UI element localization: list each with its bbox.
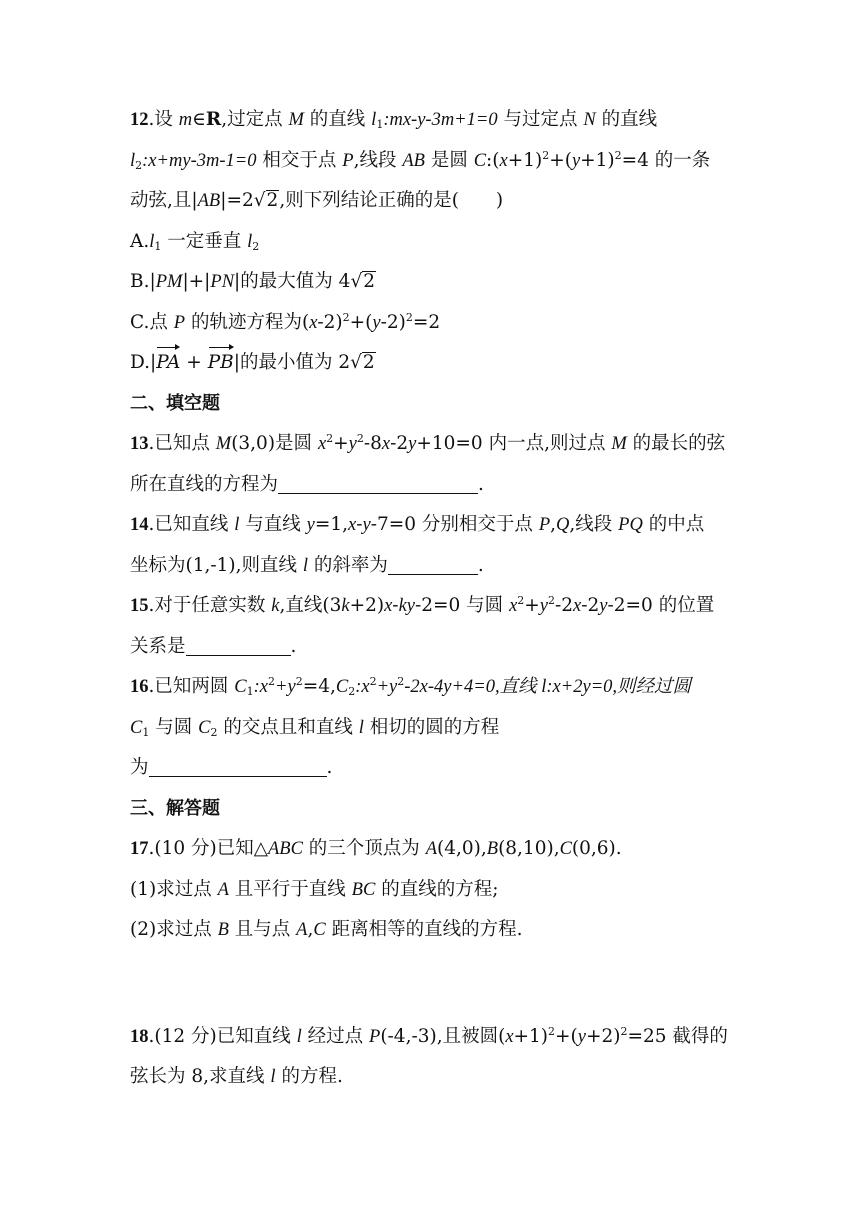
- text: 与圆: [149, 716, 199, 738]
- text: 距离相等的直线的方程.: [325, 919, 523, 940]
- worksheet-page: [130, 100, 740, 1098]
- var: l: [270, 1067, 276, 1087]
- text: (-4,-3),且被圆(: [380, 1025, 506, 1047]
- q18-line-2: [130, 1057, 740, 1098]
- q16-line-3: [130, 748, 740, 789]
- text: 与直线: [239, 514, 307, 535]
- superscript: 2: [295, 675, 303, 688]
- q12-option-c: [130, 303, 740, 344]
- var: l: [149, 231, 155, 252]
- var: PQ: [618, 515, 643, 535]
- var: M: [288, 110, 304, 130]
- answer-space: [130, 951, 740, 1017]
- q12-option-d: [130, 343, 740, 384]
- text: |的最大值为 4: [234, 271, 351, 292]
- var: l: [302, 555, 309, 576]
- text: =4,: [302, 676, 336, 697]
- q16-line-1: [130, 667, 740, 708]
- var: y: [348, 434, 357, 454]
- text: 坐标为(1,-1),则直线: [130, 554, 303, 576]
- var: y: [306, 515, 315, 535]
- subscript: 1: [376, 118, 384, 131]
- var: x: [309, 312, 318, 333]
- text: 的直线的方程;: [375, 878, 499, 900]
- var: m: [178, 110, 193, 130]
- var: y: [372, 312, 381, 333]
- text: -2): [380, 311, 406, 333]
- radicand: 2: [363, 271, 376, 292]
- var: Q: [556, 515, 570, 535]
- text: +: [180, 352, 208, 373]
- text: .已知点: [148, 433, 216, 454]
- var: ABC: [267, 839, 303, 859]
- text: (4,0),: [437, 838, 487, 859]
- text: -2): [317, 311, 343, 333]
- subscript: 2: [210, 725, 218, 739]
- q14-line-2: [130, 546, 740, 587]
- var: C: [559, 839, 572, 859]
- text: .(10 分)已知△: [148, 838, 268, 859]
- text: (2)求过点: [130, 919, 218, 940]
- text: +1): [507, 149, 543, 171]
- subscript: 1: [154, 239, 162, 253]
- text: .: [478, 473, 484, 495]
- text: (1)求过点: [130, 878, 218, 900]
- var: x: [384, 596, 393, 616]
- superscript: 2: [405, 310, 413, 324]
- q15-line-1: [130, 586, 740, 627]
- text: +: [524, 595, 540, 616]
- q15-answer-blank[interactable]: [186, 633, 291, 656]
- sqrt-symbol: √2: [253, 190, 279, 211]
- var: l: [541, 677, 547, 697]
- var: C: [313, 920, 326, 940]
- text: 的斜率为: [308, 554, 388, 576]
- superscript: 2: [342, 310, 350, 324]
- q14-number: 14: [130, 515, 149, 535]
- equation: :x+my-3m-1=0: [142, 150, 257, 171]
- option-label: B.|: [130, 271, 156, 292]
- q18-line-1: [130, 1017, 740, 1058]
- q12-line-1: [130, 100, 740, 141]
- vector-pb: PB: [208, 343, 234, 384]
- text: ,: [307, 919, 314, 940]
- q16-line-2: [130, 708, 740, 749]
- text: (3,0)是圆: [231, 433, 318, 454]
- var: :x: [253, 677, 268, 697]
- text: ,线段: [569, 514, 619, 535]
- text: 关系是: [130, 635, 186, 657]
- text: 的轨迹方程为(: [185, 311, 310, 333]
- text: -8: [363, 433, 382, 454]
- var: AB: [402, 150, 425, 171]
- equation: -2x-4y+4=0,直线: [404, 677, 542, 697]
- text: =25 截得的: [627, 1025, 728, 1047]
- text: |+|: [182, 271, 211, 292]
- text: 的方程.: [275, 1066, 343, 1087]
- text: +2): [349, 595, 385, 616]
- text: 一定垂直: [161, 230, 248, 252]
- var: y: [599, 596, 608, 616]
- text: .: [477, 554, 484, 576]
- text: =2: [412, 311, 441, 333]
- text: 为: [130, 757, 149, 778]
- text: +: [333, 433, 349, 454]
- text: ,线段: [353, 149, 403, 171]
- text: +(: [549, 149, 572, 171]
- var: C: [198, 717, 211, 738]
- var: k: [341, 596, 350, 616]
- var: C: [234, 677, 247, 697]
- text: ∈: [192, 109, 206, 130]
- text: .设: [148, 109, 179, 130]
- text: -2=0 的位置: [607, 595, 715, 616]
- var: +y: [376, 677, 398, 697]
- section-heading-solutions: 三、解答题: [130, 797, 220, 819]
- subscript: 1: [246, 685, 254, 698]
- subscript: 2: [348, 685, 356, 698]
- text: =1,: [314, 514, 349, 535]
- var: l: [130, 150, 136, 171]
- text: (0,6).: [571, 838, 622, 859]
- text: 所在直线的方程为: [130, 473, 279, 495]
- text: -2: [555, 595, 574, 616]
- var: C: [130, 717, 143, 738]
- text: :(: [486, 149, 500, 171]
- q13-line-2: [130, 465, 740, 506]
- text: 的直线: [303, 109, 372, 130]
- text: .: [290, 635, 297, 657]
- superscript: 2: [356, 432, 364, 445]
- text: +(: [349, 311, 373, 333]
- var: l: [247, 231, 253, 252]
- text: .对于任意实数: [148, 595, 272, 616]
- q12-line-2: [130, 141, 740, 182]
- text: 是圆: [424, 149, 474, 171]
- text: .已知直线: [148, 514, 235, 535]
- subscript: 2: [135, 158, 143, 172]
- text: 相交于点: [256, 149, 343, 171]
- var: k: [271, 596, 280, 616]
- subscript: 2: [252, 239, 260, 253]
- var: x: [348, 515, 357, 535]
- var: ky: [398, 596, 415, 616]
- var: l: [234, 515, 240, 535]
- text: ,过定点: [221, 109, 289, 130]
- text: -: [356, 514, 363, 535]
- var: A: [296, 920, 308, 940]
- text: +2): [585, 1025, 621, 1047]
- subscript: 1: [142, 725, 150, 739]
- q15-number: 15: [130, 596, 149, 616]
- text: -: [392, 595, 399, 616]
- text: +10=0 内一点,则过点: [416, 433, 612, 454]
- text: +1): [580, 149, 615, 171]
- text: 经过点: [301, 1025, 370, 1047]
- text: ,则下列结论正确的是( ): [279, 190, 504, 211]
- var: x: [317, 434, 327, 454]
- q16-answer-blank[interactable]: [149, 754, 327, 777]
- superscript: 2: [267, 675, 275, 688]
- var: y: [571, 150, 581, 171]
- var: C: [473, 150, 487, 171]
- var: C: [335, 677, 349, 697]
- text: |=2: [220, 190, 254, 211]
- var: x: [573, 596, 582, 616]
- text: ,直线(3: [279, 595, 342, 616]
- text: -2=0 与圆: [415, 595, 510, 616]
- text: 弦长为 8,求直线: [130, 1066, 271, 1087]
- q17-line-1: [130, 829, 740, 870]
- q12-option-a: [130, 222, 740, 263]
- var: y: [362, 515, 371, 535]
- option-label: C.点: [130, 311, 174, 333]
- var: x: [509, 596, 518, 616]
- var: M: [215, 434, 232, 454]
- text: 与过定点: [497, 109, 584, 130]
- q17-part-1: [130, 870, 740, 911]
- radicand: 2: [362, 352, 375, 373]
- q13-number: 13: [130, 434, 149, 454]
- var: AB: [197, 191, 221, 211]
- superscript: 2: [326, 432, 334, 445]
- text: .(12 分)已知直线: [148, 1025, 297, 1047]
- radicand: 2: [266, 190, 279, 211]
- superscript: 2: [397, 675, 405, 688]
- superscript: 2: [369, 675, 377, 688]
- var: BC: [351, 879, 376, 900]
- sqrt-symbol: √2: [350, 271, 376, 292]
- q18-number: 18: [130, 1026, 149, 1047]
- equation: :x+2y=0,则经过圆: [546, 677, 692, 697]
- q17-part-2: [130, 910, 740, 951]
- text: -7=0 分别相交于点: [370, 514, 539, 535]
- superscript: 2: [548, 594, 556, 607]
- q12-option-b: [130, 262, 740, 303]
- section-heading-fill-in: 二、填空题: [130, 392, 220, 414]
- text: 的中点: [642, 514, 705, 535]
- text: |的最小值为 2: [233, 352, 351, 373]
- var: +y: [274, 677, 296, 697]
- superscript: 2: [620, 1024, 628, 1038]
- var: P: [369, 1026, 381, 1047]
- var: P: [538, 515, 551, 535]
- option-label: D.|: [130, 352, 157, 373]
- text: +1): [513, 1025, 549, 1047]
- var: l: [358, 717, 364, 738]
- q16-number: 16: [130, 677, 149, 697]
- superscript: 2: [542, 148, 550, 162]
- reals-symbol: R: [205, 109, 222, 130]
- var: x: [505, 1026, 514, 1047]
- q15-line-2: [130, 627, 740, 668]
- text: -2: [581, 595, 600, 616]
- var: P: [173, 312, 186, 333]
- text: +(: [555, 1025, 578, 1047]
- text: 的直线: [595, 109, 658, 130]
- superscript: 2: [614, 148, 622, 162]
- q12-number: 12: [130, 110, 149, 130]
- var: y: [539, 596, 549, 616]
- q13-line-1: [130, 424, 740, 465]
- text: 且平行于直线: [228, 878, 352, 900]
- text: .已知两圆: [148, 676, 235, 697]
- equation: :mx-y-3m+1=0: [383, 110, 498, 130]
- var: A: [425, 839, 437, 859]
- text: 的最长的弦: [626, 433, 726, 454]
- var: M: [611, 434, 627, 454]
- var: y: [577, 1026, 586, 1047]
- text: ,: [550, 514, 557, 535]
- var: A: [217, 879, 229, 900]
- text: -2: [390, 433, 409, 454]
- var: :x: [355, 677, 370, 697]
- var: B: [486, 839, 499, 859]
- var: l: [296, 1026, 302, 1047]
- var: PM: [155, 272, 183, 292]
- option-label: A.: [130, 230, 150, 252]
- vector-pa: PA: [156, 343, 180, 384]
- q13-answer-blank[interactable]: [278, 471, 478, 494]
- var: l: [371, 110, 377, 130]
- text: (8,10),: [498, 838, 560, 859]
- text: 且与点: [228, 919, 297, 940]
- superscript: 2: [548, 1024, 556, 1038]
- q14-line-1: [130, 505, 740, 546]
- var: N: [583, 110, 596, 130]
- text: .: [326, 757, 333, 778]
- text: =4 的一条: [621, 149, 711, 171]
- var: PN: [210, 272, 235, 292]
- text: 动弦,且|: [130, 190, 198, 211]
- q12-line-3: [130, 181, 740, 222]
- text: 的交点且和直线: [217, 716, 359, 738]
- text: 的三个顶点为: [302, 838, 426, 859]
- var: B: [217, 920, 229, 940]
- var: y: [408, 434, 417, 454]
- var: x: [381, 434, 391, 454]
- var: P: [342, 150, 354, 171]
- var: x: [499, 150, 508, 171]
- text: 相切的圆的方程: [363, 716, 500, 738]
- sqrt-symbol: √2: [350, 352, 375, 373]
- q17-number: 17: [130, 839, 149, 859]
- superscript: 2: [517, 594, 525, 607]
- q14-answer-blank[interactable]: [388, 552, 478, 575]
